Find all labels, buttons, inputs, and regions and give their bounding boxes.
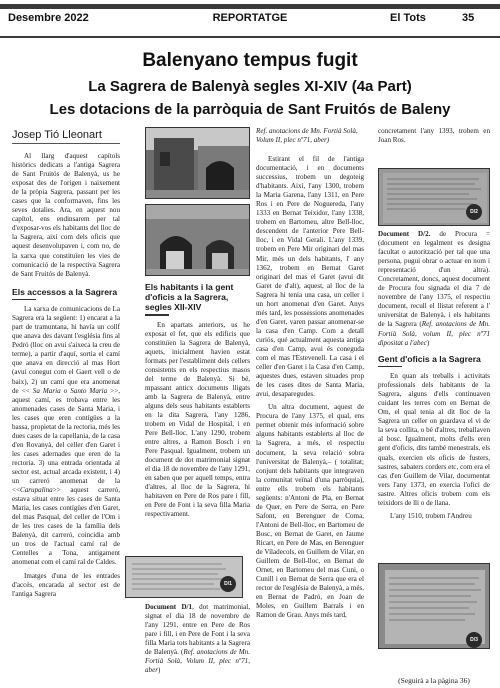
document-d2-badge: D/2 (466, 204, 482, 220)
archway-photo-1 (145, 127, 250, 199)
caption-text: de Procura = (document en legalment es designa facultat o autorització per tal que una persona, pugui obrar o actuar en nom i representació d'un altra). Concretament, doncs, aquest document de Procura fou signada el dia 7 de novembre de l'any 1375, el respectiu document, recull el llistat referent a l' universitat de Balenyà, i els habitants de la Sagrera ( (378, 230, 490, 329)
caption-bold: Document D/2. (378, 230, 431, 238)
caption-bold: Document D/1 (145, 603, 193, 611)
caption-reference: Ref. anotacions de Mn. Fortià Solà, Volum II, plec nº71, aber (145, 648, 250, 675)
archway-photo-2 (145, 204, 250, 276)
image-caption-paragraph: Imatges d'una de les entrades d'accés, encarada al sector est de l'antiga Sagrera (12, 571, 120, 598)
column-1 (12, 152, 120, 684)
section-rule (12, 299, 36, 301)
document-d2-caption (378, 230, 490, 348)
column-4 (378, 230, 490, 560)
text-run: La xarxa de comunicacions de La Sagrera era la següent: 1) encarat a la part de tramuntana, hi havia un collf que anava des davant l'església fins al Pedró (lloc on avui s'aixeca la creu de terme), a partir d'aquí, sortia el camí que anava en direcció al mas Hort (avui conegut com el Gaert vell o de baix), 2) un camí que era anomenat de << (12, 305, 120, 395)
issue-date: Desembre 2022 (8, 12, 89, 24)
caption-text: , dot matrimonial, signat el dia 18 de novembre de l'any 1291, entre en Pere de Ros pare i fill, i en Pere de Font i la seva filla Maria tots habitants a la Sagrera de Balenyà. ( (145, 603, 250, 657)
author-byline: Josep Tió Lleonart (12, 129, 102, 141)
italic-run: Sa Maria o Santo Maria (32, 386, 108, 395)
page-number: 35 (462, 12, 475, 24)
carryover-text: Ref. anotacions de Mn. Fortià Solà, Volum II, plec nº71, aber (256, 127, 358, 145)
italic-run: Carupalina (20, 486, 53, 495)
section-heading-inhabitants: Els habitants i la gent d'oficis a la Sagrera, segles XII-XIV (145, 282, 234, 312)
intro-paragraph: Al llarg d'aquest capítols històrics dedicats a l'antiga Sagrera de Sant Fruitós de Balenyà, us he exposat des de l'origen i naixement de la pròpia Sagrera, passant per les cases que la conformaven, fins les seves dotalies. Ara, en aquest nou capítol, ens endinsarem per tal d'exposar-vos els habitants del lloc de la Sagrera, així com dels oficis que aquest desenvolupaven i, com no, de la xarxa que constituïen les vies de comunicació de la respectiva Sagrera de Sant Fruitós de Balenyà. (12, 152, 120, 278)
joan-ros-line: concretament l'any 1393, trobem en Joan Ros. (378, 127, 490, 145)
article-subtitle-2: Les dotacions de la parròquia de Sant Fruitós de Baleny (49, 101, 451, 118)
column-4-top (378, 127, 490, 155)
document-d1-caption (145, 603, 250, 675)
continued-note: (Seguirà a la pàgina 36) (398, 676, 470, 685)
inhabitants-paragraph: En apartats anteriors, us he exposat el fet, que els edificis que constituïen la Sagrera de Balenyà, aquets, inicialment havien estat formats per l'establiment dels cellers consistents en els respectius masos del terme de Balenyà. Si bé, mpassant anticx documents lligats amb la Sagrera de Balenyà, entre alguns dels seus habitants establerts en la dita Sagrera, l'any 1286, trobem en Vidal de Hospital, i en Pere Bell-lloc. L'any 1290, trobem entre altres, a Ramon Bosch i en Pere Pasqual. Igualment, trobem un document de dot matrimonial signat el dia 18 de novembre de l'any 1291, en saben que per aquell temps, entra d'altres, al lloc de la Sagrera, hi habitaven en Pere de Ros pare i fill, en Pere de Font i la seva filla Maria respectivament. (145, 320, 250, 519)
residents-paragraph: Estirant el fil de l'antiga documentació, i en documents successius, trobem un degoteig d'habitants. Així, l'any 1300, trobem la Maria Garena, l'any 1311, en Pere Ros i en Pere de Noguereda, l'any 1333 en Bernat Teixidor, l'any 1338, trobem en Bartomeu, altre Bell-lloc, descendent de l'anterior Pere Bell-lloc, i en Vidal Gerali. L'any 1339, trobem en Pere Mir originari del mas Mir, més un dels habitants, l' any 1362, trobem en Bernat Garet originari del mas el Garet (avui dit Garet de d'alt), aquest, al lloc de la Sagrera hi tenia una casa, un celler i un hort anomenat d'en Garet. Anys més tard, les possessions anomenades d'en Garet, varen passar anomenar-se la casa d'en Camp. Com a detall curiós, qué actualment aquesta antiga casa d'en Camp, avui és coneguda com el mas l'Estevenell. La casa i el celler d'en Garet i la Casa d'en Camp, aquestes dues, estaven situades prop de les cases dites de Santa Maria, avui, desaparegudes. (256, 155, 364, 399)
document-d3-badge: D/3 (466, 632, 482, 648)
article-subtitle-1: La Sagrera de Balenyà segles XI-XIV (4a Part) (88, 78, 412, 95)
text-run: >>, aquest camí, es trobava entre les anomenades cases de Santa Maria, i les cases que eren contígües a la bassa, propietat de la rectoria, més les dues cases de la capellania, de la casa d'en Rovanyà, del celler d'en Garet i les cases adernades que eren de la rectoria. 3) una entrada orientada al sector est, actual arcada existent, i 4) un carreró anomenat de la << (12, 386, 120, 495)
trades-paragraph: En quan als treballs i activitats professionals dels habitants de la Sagrera, alguns d'ells continuaven cuidant les terres com en Bernat de Om, el qual tenia al dit lloc de la Sagrera un celler on guardava el vi de la seva collita, o bé d'altres, treballaven al bosc. Igualment, molts d'ells eren gent d'oficis, dits també menestrals, els quals, exercien els oficis de fusters, sastres, sabaters corders etc, com era el cas d'en Guillem de Vilar, documentat vers l'any 1373, en exercia l'ofici de sastre. Altres oficis trobem com els teixidors de lli o de llana. (378, 372, 490, 507)
header-bottom-rule (0, 36, 500, 38)
andreu-line: L'any 1510, trobem l'Andreu (390, 511, 472, 520)
document-d1-badge: D/1 (220, 576, 236, 592)
caption-end: ) (158, 666, 161, 675)
archway-photo-1-drawing (146, 128, 250, 199)
carryover-reference: Ref. anotacions de Mn. Fortià Solà, Volum II, plec nº71, aber) (256, 127, 358, 145)
accesses-paragraph (12, 305, 120, 567)
caption-end: ) (426, 338, 430, 347)
procura-paragraph: Un altra document, aquest de Procura de l'any 1375, el qual, ens permet obtenir més informació sobre alguns habitants establerts al lloc de la Sagrera, a més, el respectiu document, la seva relació sobra l'universitat de Balenyà,– ( totalitat; conjunt dels habitants que integraven la comunitat veïnal d'una parròquia), entre ells trobem els habitants següents: n'Antoni de Pla, en Bernat de Quer, en Pere de Serra, en Pere Safont, en Berenguer de Coma, l'Antoni de Bell-lloc, en Bartomeu de Bosc, en Bernat de Garet, en Jaume Ricart, en Pere de Mas, en Berenguer de Viladecols, en Guillem de Vilar, en Guillem de Bell-lloc, en Bernat de Ornet, en Bartomeu del mas Cuni, o Cunill i en Bernat de Serra que era el rector de l'església de Balenyà, a més, en Bernat de Padró, en Joan de Moles, en Guillem Barrals i en Ramon de Grau. Anys més tard, (256, 403, 364, 620)
section-rule (145, 314, 169, 316)
page-header (0, 0, 500, 44)
text-run: >> aquest carreró, estava situat entre les cases de Santa Maria, les cases contígües d'en Garet, del mas Pasqual, del celler de l'Om i de les tres cases de la família dels Balenyà, dit carreró, coincidia amb un tros de l'actual camí ral de Centelles a Tona, antigament anomenat com el camí ral de Caldes. (12, 486, 120, 567)
column-2 (145, 280, 250, 548)
section-heading-trades: Gent d'oficis a la Sagrera (378, 353, 481, 364)
magazine-name: El Tots (390, 12, 426, 24)
caption-reference: Ref. anotacions de Mn. Fortià Solà, volum II, plec nº71 dipositat a l'abec (378, 320, 490, 347)
section-label: REPORTATGE (212, 12, 288, 24)
header-top-rule (0, 4, 500, 9)
section-rule (378, 366, 402, 368)
author-rule (12, 143, 120, 144)
column-3 (256, 155, 364, 685)
article-title: Balenyano tempus fugit (142, 50, 358, 71)
column-3-carryover (256, 127, 364, 155)
section-heading-accesses: Els accessos a la Sagrera (12, 286, 118, 297)
archway-photo-2-drawing (146, 205, 250, 276)
